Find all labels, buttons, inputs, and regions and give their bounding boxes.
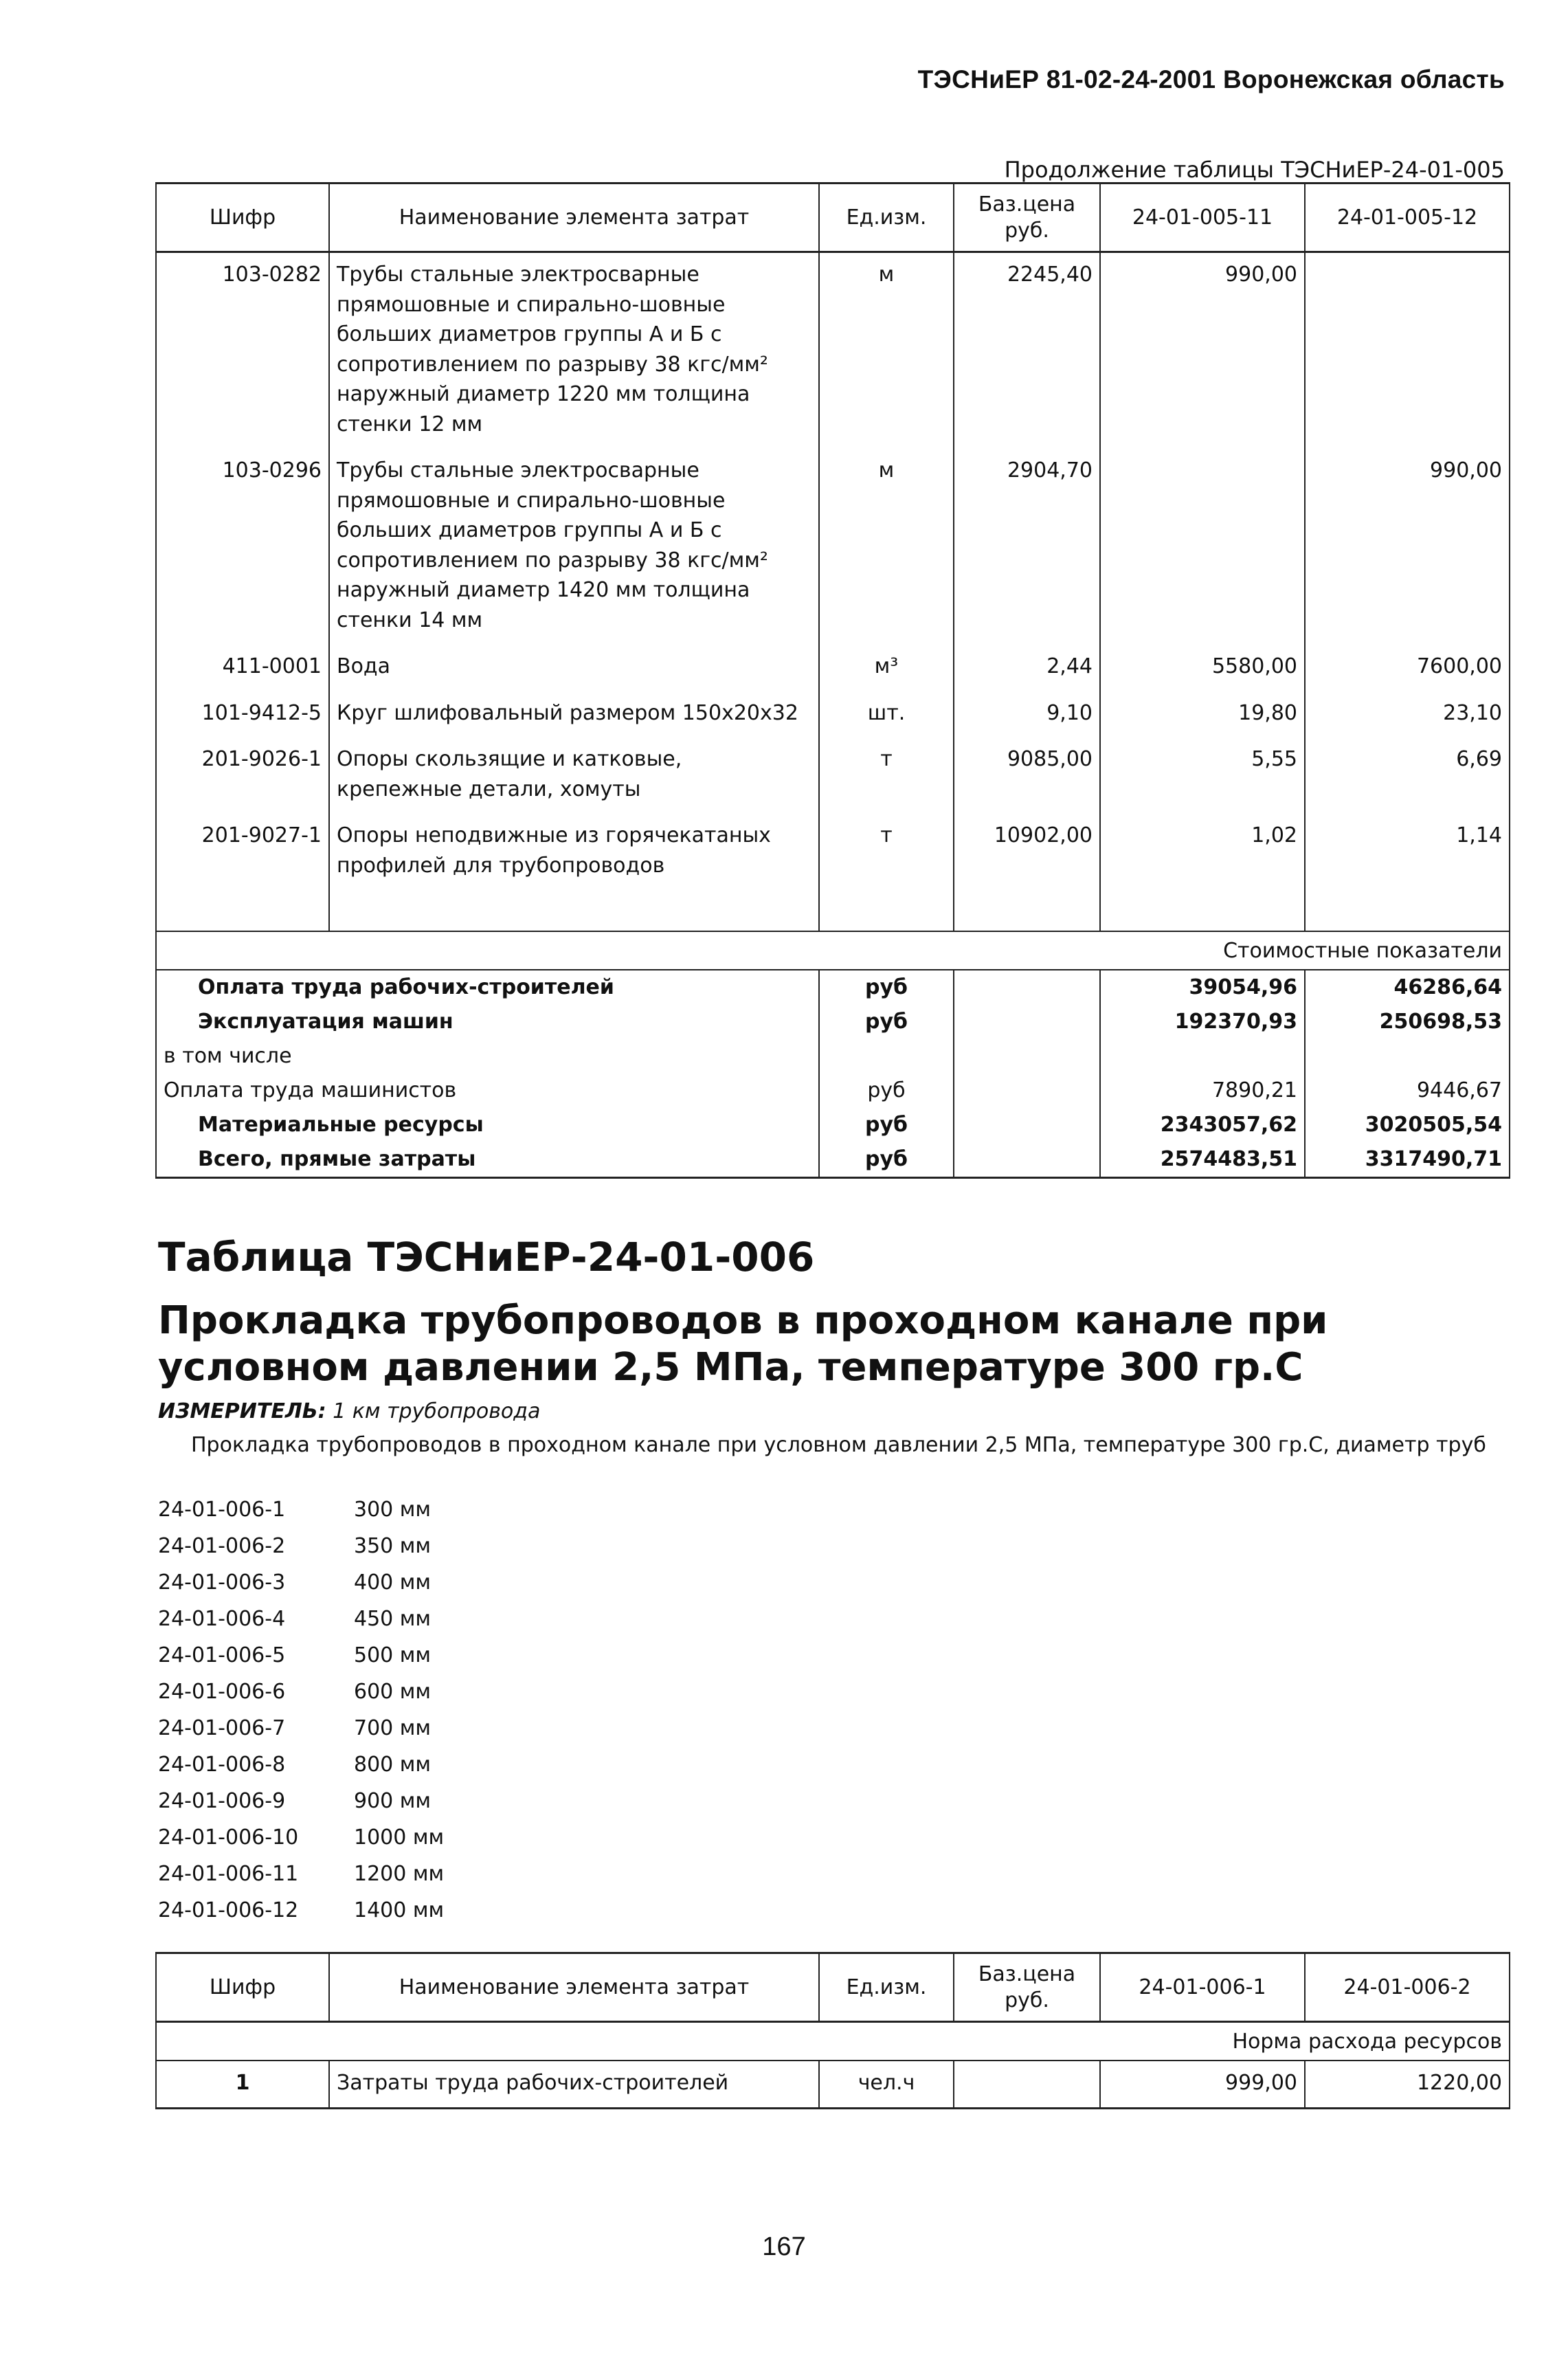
column-header-name: Наименование элемента затрат [329,1953,819,2022]
spacer-cell [329,890,819,931]
variant-diameter: 400 мм [354,1570,432,1595]
column-header-variant-2: 24-01-005-12 [1305,184,1510,252]
summary-row [156,1108,1510,1142]
summary-unit: руб [819,1005,954,1039]
resource-unit: м [819,449,954,645]
summary-row [156,970,1510,1005]
resource-price: 10902,00 [954,814,1100,890]
variant-diameter: 700 мм [354,1716,432,1740]
resource-price: 2904,70 [954,449,1100,645]
variant-code: 24-01-006-12 [158,1898,299,1922]
resource-code: 201-9026-1 [156,737,329,814]
summary-value-2: 3020505,54 [1305,1108,1510,1142]
variant-code: 24-01-006-8 [158,1753,286,1777]
table-row [156,449,1510,645]
summary-price [954,1005,1100,1039]
resource-value-2: 6,69 [1305,737,1510,814]
column-header-name: Наименование элемента затрат [329,184,819,252]
resource-unit: м³ [819,645,954,691]
resource-unit: шт. [819,691,954,738]
summary-unit: руб [819,1142,954,1178]
variant-code: 24-01-006-5 [158,1643,286,1667]
summary-value-1: 39054,96 [1100,970,1305,1005]
variant-diameter: 350 мм [354,1534,432,1558]
resource-unit: т [819,814,954,890]
resource-value-2: 7600,00 [1305,645,1510,691]
summary-unit [819,1039,954,1074]
resource-name: Опоры скользящие и катковые, крепежные детали, хомуты [329,737,819,814]
summary-label: Всего, прямые затраты [156,1142,819,1178]
variant-code: 24-01-006-6 [158,1680,286,1704]
resource-code: 103-0282 [156,252,329,449]
variant-diameter: 600 мм [354,1680,432,1704]
summary-unit: руб [819,1074,954,1108]
summary-price [954,1142,1100,1178]
table-header-row [156,184,1510,252]
resource-value-1 [1100,449,1305,645]
section-label: Норма расхода ресурсов [156,2022,1510,2061]
variant-item [158,1674,444,1710]
resource-value-1: 19,80 [1100,691,1305,738]
table-title: Таблица ТЭСНиЕР-24-01-006 [158,1234,815,1280]
summary-price [954,1108,1100,1142]
variant-item [158,1528,444,1564]
summary-price [954,1039,1100,1074]
table-row [156,691,1510,738]
resource-name: Трубы стальные электросварные прямошовные и спирально-шовные больших диаметров группы А и Б с сопротивлением по разрыву 38 кгс/мм² наружный диаметр 1220 мм толщина стенки 12 мм [329,252,819,449]
variant-diameter: 900 мм [354,1789,432,1813]
summary-value-1: 7890,21 [1100,1074,1305,1108]
resource-name: Круг шлифовальный размером 150х20х32 [329,691,819,738]
spacer-cell [954,890,1100,931]
variant-code: 24-01-006-2 [158,1534,286,1558]
column-header-variant-1: 24-01-005-11 [1100,184,1305,252]
resource-value-2: 23,10 [1305,691,1510,738]
table-subtitle: Прокладка трубопроводов в проходном канале при условном давлении 2,5 МПа, температуре 300 гр.С [158,1298,1328,1390]
summary-value-2: 250698,53 [1305,1005,1510,1039]
resource-unit: т [819,737,954,814]
summary-label: Материальные ресурсы [156,1108,819,1142]
summary-value-2: 3317490,71 [1305,1142,1510,1178]
summary-value-1 [1100,1039,1305,1074]
resource-price: 2,44 [954,645,1100,691]
spacer-cell [1305,890,1510,931]
summary-label: Оплата труда рабочих-строителей [156,970,819,1005]
summary-value-1: 192370,93 [1100,1005,1305,1039]
variant-item [158,1637,444,1674]
summary-value-1: 2574483,51 [1100,1142,1305,1178]
spacer-cell [1100,890,1305,931]
resource-value-1: 5,55 [1100,737,1305,814]
variant-item [158,1892,444,1929]
resource-unit: м [819,252,954,449]
resource-price: 2245,40 [954,252,1100,449]
variant-diameter: 300 мм [354,1498,432,1522]
summary-value-2: 46286,64 [1305,970,1510,1005]
resource-code: 103-0296 [156,449,329,645]
column-header-variant-1: 24-01-006-1 [1100,1953,1305,2022]
variant-code: 24-01-006-4 [158,1607,286,1631]
resource-price: 9,10 [954,691,1100,738]
resource-value-2: 1,14 [1305,814,1510,890]
resource-name: Затраты труда рабочих-строителей [329,2061,819,2109]
variant-code: 24-01-006-3 [158,1570,286,1595]
resource-price: 9085,00 [954,737,1100,814]
variant-item [158,1491,444,1528]
resource-unit: чел.ч [819,2061,954,2109]
resource-code: 411-0001 [156,645,329,691]
resource-code: 101-9412-5 [156,691,329,738]
measurer-value: 1 км трубопровода [333,1399,541,1423]
column-header-price: Баз.цена руб. [954,1953,1100,2022]
resource-name: Опоры неподвижные из горячекатаных профилей для трубопроводов [329,814,819,890]
variant-item [158,1856,444,1892]
variant-diameter: 450 мм [354,1607,432,1631]
variant-diameter: 800 мм [354,1753,432,1777]
summary-value-2: 9446,67 [1305,1074,1510,1108]
variant-diameter: 1400 мм [354,1898,445,1922]
measurer-label: ИЗМЕРИТЕЛЬ: [158,1399,326,1423]
variant-list [158,1491,444,1929]
resource-table-006 [155,1952,1510,2109]
resource-table-005 [155,182,1510,1179]
variant-code: 24-01-006-7 [158,1716,286,1740]
summary-row [156,1039,1510,1074]
spacer-row [156,890,1510,931]
summary-row [156,1074,1510,1108]
variant-code: 24-01-006-9 [158,1789,286,1813]
table-row [156,737,1510,814]
variant-item [158,1819,444,1856]
table-description: Прокладка трубопроводов в проходном канале при условном давлении 2,5 МПа, температуре 300 гр.С, диаметр труб [191,1433,1486,1457]
table-header-row [156,1953,1510,2022]
table-row [156,2061,1510,2109]
resource-value-2: 1220,00 [1305,2061,1510,2109]
variant-diameter: 1000 мм [354,1825,445,1850]
summary-label: в том числе [156,1039,819,1074]
variant-item [158,1746,444,1783]
table-row [156,645,1510,691]
spacer-cell [819,890,954,931]
resource-name: Вода [329,645,819,691]
table-continuation-caption: Продолжение таблицы ТЭСНиЕР-24-01-005 [1004,157,1505,183]
summary-unit: руб [819,1108,954,1142]
spacer-cell [156,890,329,931]
section-row [156,2022,1510,2061]
summary-value-1: 2343057,62 [1100,1108,1305,1142]
summary-row [156,1005,1510,1039]
column-header-code: Шифр [156,184,329,252]
variant-code: 24-01-006-1 [158,1498,286,1522]
running-header: ТЭСНиЕР 81-02-24-2001 Воронежская область [917,65,1505,93]
resource-value-1: 999,00 [1100,2061,1305,2109]
measurer-line [158,1399,540,1423]
column-header-code: Шифр [156,1953,329,2022]
resource-value-2 [1305,252,1510,449]
resource-code: 1 [156,2061,329,2109]
variant-item [158,1783,444,1819]
resource-value-1: 5580,00 [1100,645,1305,691]
table-row [156,252,1510,449]
variant-code: 24-01-006-11 [158,1862,299,1886]
section-label: Стоимостные показатели [156,931,1510,970]
variant-diameter: 500 мм [354,1643,432,1667]
summary-price [954,1074,1100,1108]
column-header-variant-2: 24-01-006-2 [1305,1953,1510,2022]
summary-row [156,1142,1510,1178]
summary-label: Эксплуатация машин [156,1005,819,1039]
variant-item [158,1564,444,1601]
column-header-price: Баз.цена руб. [954,184,1100,252]
resource-price [954,2061,1100,2109]
summary-unit: руб [819,970,954,1005]
resource-value-1: 1,02 [1100,814,1305,890]
summary-value-2 [1305,1039,1510,1074]
summary-label: Оплата труда машинистов [156,1074,819,1108]
resource-name: Трубы стальные электросварные прямошовные и спирально-шовные больших диаметров группы А и Б с сопротивлением по разрыву 38 кгс/мм² наружный диаметр 1420 мм толщина стенки 14 мм [329,449,819,645]
column-header-unit: Ед.изм. [819,184,954,252]
variant-item [158,1601,444,1637]
page-number: 167 [762,2232,806,2261]
table-row [156,814,1510,890]
variant-diameter: 1200 мм [354,1862,445,1886]
resource-value-2: 990,00 [1305,449,1510,645]
resource-code: 201-9027-1 [156,814,329,890]
variant-code: 24-01-006-10 [158,1825,299,1850]
variant-item [158,1710,444,1746]
column-header-unit: Ед.изм. [819,1953,954,2022]
resource-value-1: 990,00 [1100,252,1305,449]
section-row [156,931,1510,970]
summary-price [954,970,1100,1005]
